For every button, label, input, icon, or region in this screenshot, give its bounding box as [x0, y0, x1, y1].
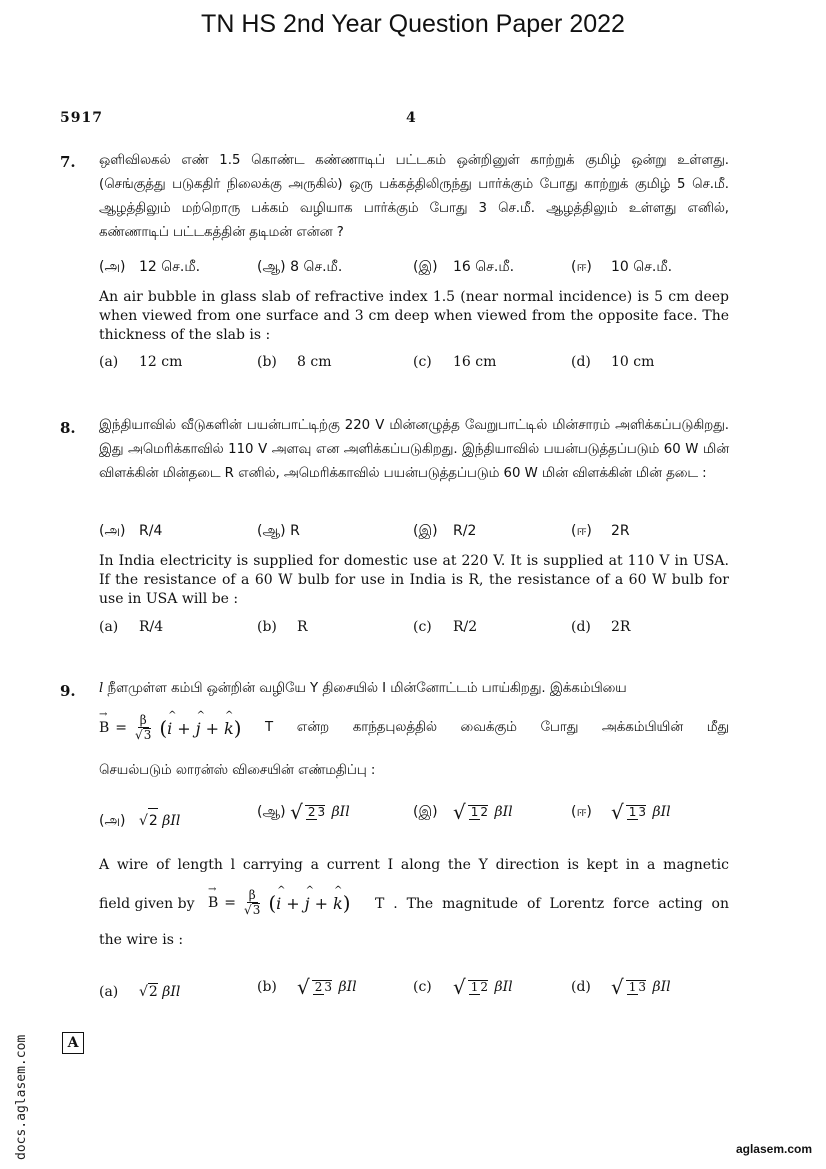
q9-tamil-option-c: (இ) √ 1 2 βIl — [413, 800, 513, 824]
q7-english-text: An air bubble in glass slab of refractive index 1.5 (near normal incidence) is 5 cm deep when viewed from one surface and 3 cm deep when viewed from the opposite face. The thickness of the slab is : — [99, 289, 729, 343]
q7-english-option-b: (b) 8 cm — [257, 354, 332, 370]
q9-english-line2b: T . The magnitude of Lorentz force acting on — [375, 896, 729, 912]
q7-english-option-d: (d) 10 cm — [571, 354, 655, 370]
q7-tamil-text: ஒளிவிலகல் எண் 1.5 கொண்ட கண்ணாடிப் பட்டகம் ஒன்றினுள் காற்றுக் குமிழ் ஒன்று உள்ளது. (செங்குத்து படுகதிர் நிலைக்கு அருகில்) ஒரு பக்கத்திலிருந்து பார்க்கும் போது காற்றுக் குமிழ் 5 செ.மீ. ஆழத்திலும் மற்றொரு பக்கம் வழியாக பார்க்கும் போது 3 செ.மீ. ஆழத்திலும் உள்ளது எனில், கண்ணாடிப் பட்டகத்தின் தடிமன் என்ன ? — [99, 153, 729, 240]
q8-english-text: In India electricity is supplied for domestic use at 220 V. It is supplied at 110 V in USA. If the resistance of a 60 W bulb for use in India is R, the resistance of a 60 W bulb for use in USA will be : — [99, 553, 729, 607]
q9-english-line2a: field given by — [99, 896, 195, 912]
q9-english-option-d: (d) √ 1 3 βIl — [571, 975, 671, 999]
q7-number: 7. — [60, 153, 76, 171]
q8-english-option-d: (d) 2R — [571, 619, 631, 635]
q9-english-option-c: (c) √ 1 2 βIl — [413, 975, 513, 999]
q7-tamil-option-a: (அ) 12 செ.மீ. — [99, 259, 201, 275]
q7-english-option-c: (c) 16 cm — [413, 354, 497, 370]
q7-tamil-option-c: (இ) 16 செ.மீ. — [413, 259, 515, 275]
q7-tamil-option-b: (ஆ) 8 செ.மீ. — [257, 259, 343, 275]
q8-english-option-b: (b) R — [257, 619, 308, 635]
q9-number: 9. — [60, 682, 76, 700]
page-number: 4 — [406, 110, 417, 126]
series-box: A — [62, 1032, 84, 1054]
q9-tamil-formula: → B = $\frac{\beta}{√3}$ ( ^ i + ^ j + ^ k ) — [99, 711, 242, 745]
q8-english-option-a: (a) R/4 — [99, 619, 164, 635]
q8-english-option-c: (c) R/2 — [413, 619, 478, 635]
q9-english-formula: → B = $\frac{\beta}{√3}$ ( ^ i + ^ j + ^ k ) — [208, 886, 351, 920]
q9-english-line1: A wire of length l carrying a current I along the Y direction is kept in a magnetic — [99, 857, 729, 873]
q9-english-option-b: (b) √ 2 3 βIl — [257, 975, 357, 999]
q8-tamil-text: இந்தியாவில் வீடுகளின் பயன்பாட்டிற்கு 220 V மின்னழுத்த வேறுபாட்டில் மின்சாரம் அளிக்கப்படுகிறது. இது அமெரிக்காவில் 110 V அளவு என அளிக்கப்படுகிறது. இந்தியாவில் பயன்படுத்தப்படும் 60 W மின் விளக்கின் மின்தடை R எனில், அமெரிக்காவில் பயன்படுத்தப்படும் 60 W மின் விளக்கின் மின் தடை : — [99, 418, 729, 481]
q8-tamil-option-c: (இ) R/2 — [413, 523, 477, 539]
q8-tamil-option-a: (அ) R/4 — [99, 523, 163, 539]
q9-english-option-a: (a) √ 2 βIl — [99, 983, 181, 1000]
q8-tamil-option-b: (ஆ) R — [257, 523, 300, 539]
paper-code: 5917 — [60, 110, 103, 126]
q7-english-option-a: (a) 12 cm — [99, 354, 183, 370]
q8-number: 8. — [60, 419, 76, 437]
q7-tamil-option-d: (ஈ) 10 செ.மீ. — [571, 259, 673, 275]
q9-english-line3: the wire is : — [99, 932, 184, 948]
q9-tamil-line1: l நீளமுள்ள கம்பி ஒன்றின் வழியே Y திசையில் I மின்னோட்டம் பாய்கிறது. இக்கம்பியை — [99, 681, 627, 696]
q8-tamil-option-d: (ஈ) 2R — [571, 523, 630, 539]
watermark: docs.aglasem.com — [14, 1034, 29, 1160]
brand-link[interactable]: aglasem.com — [735, 1142, 812, 1156]
q9-tamil-line2: T என்ற காந்தபுலத்தில் வைக்கும் போது அக்கம்பியின் மீது — [265, 720, 729, 735]
q9-tamil-option-a: (அ) √ 2 βIl — [99, 808, 180, 833]
q9-tamil-option-d: (ஈ) √ 1 3 βIl — [571, 800, 671, 824]
q9-tamil-option-b: (ஆ) √ 2 3 βIl — [257, 800, 350, 824]
q9-tamil-line3: செயல்படும் லாரன்ஸ் விசையின் எண்மதிப்பு : — [99, 763, 376, 778]
page-title: TN HS 2nd Year Question Paper 2022 — [201, 10, 625, 38]
